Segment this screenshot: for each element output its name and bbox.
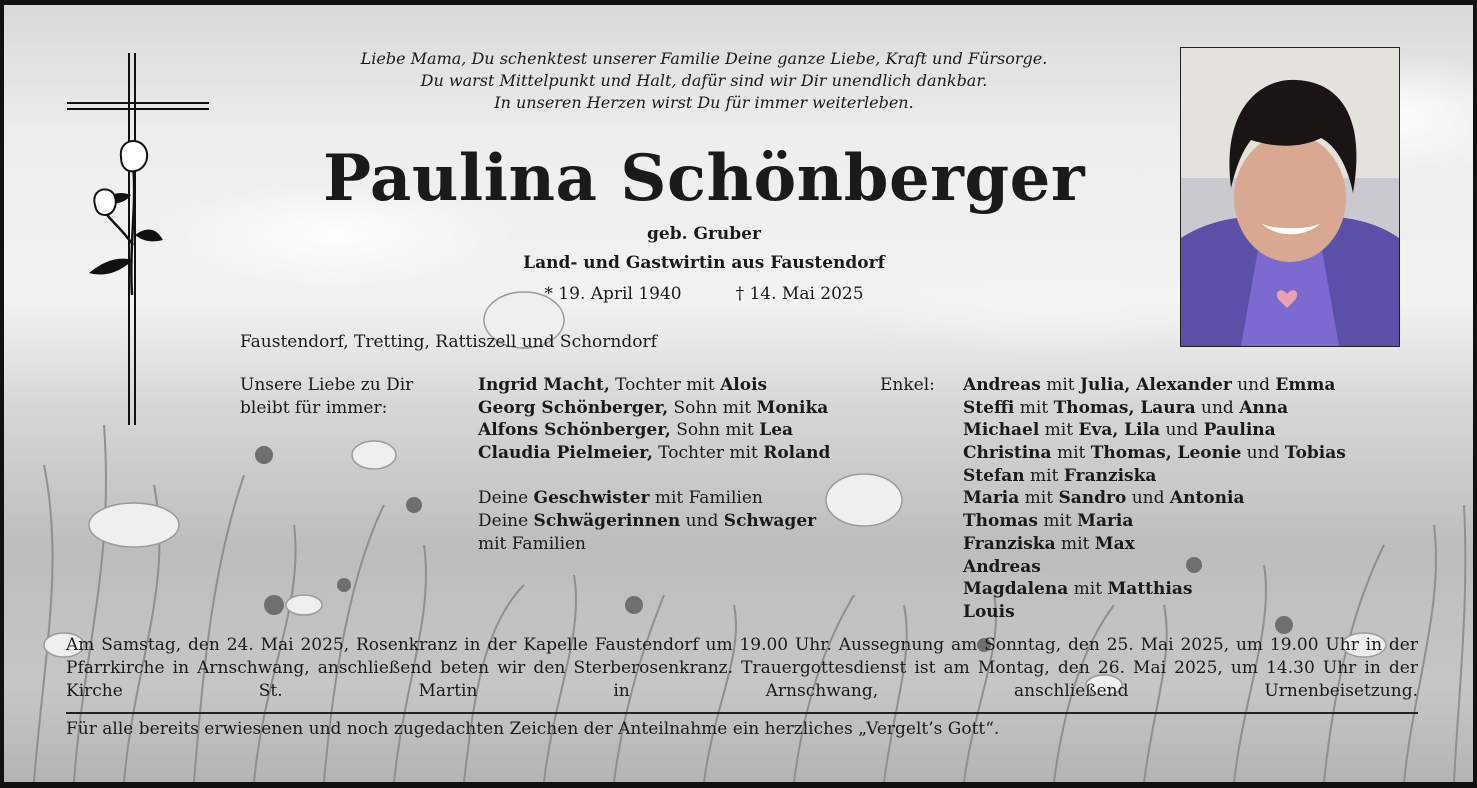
thanks-line: Für alle bereits erwiesenen und noch zugedachten Zeichen der Anteilnahme ein herzliches „Vergelt’s Gott“. [66,719,1000,739]
memorial-quote [294,48,1114,114]
grandchild-entry: Andreas [963,556,1041,577]
child-entry: Alfons Schönberger, Sohn mit Lea [478,420,794,441]
mourners-label [240,374,413,419]
mourners-label-line: Unsere Liebe zu Dir [240,375,414,395]
grandchild-entry: Andreas mit Julia, Alexander und Emma [963,375,1336,395]
grandchild-entry: Steffi mit Thomas, Laura und Anna [963,397,1289,418]
portrait-image [1181,48,1399,346]
in-laws-line: Deine Schwägerinnen und Schwager [478,511,817,532]
quote-line: In unseren Herzen wirst Du für immer weiterleben. [494,93,914,112]
grandchild-entry: Thomas mit Maria [963,511,1134,532]
grandchildren-label: Enkel: [880,375,935,395]
grandchild-entry: Louis [963,601,1015,622]
in-laws-families-line: mit Familien [478,533,587,554]
child-entry: Ingrid Macht, Tochter mit Alois [478,375,768,395]
quote-line: Liebe Mama, Du schenktest unserer Familie Deine ganze Liebe, Kraft und Fürsorge. [360,49,1048,68]
grandchild-entry: Christina mit Thomas, Leonie und Tobias [963,443,1346,464]
grandchild-entry: Michael mit Eva, Lila und Paulina [963,420,1276,441]
maiden-name: geb. Gruber [647,224,761,244]
grandchild-entry: Maria mit Sandro und Antonia [963,488,1245,509]
birth-date: * 19. April 1940 [544,284,682,304]
children-list [478,374,830,556]
siblings-line: Deine Geschwister mit Familien [478,488,763,509]
deceased-name: Paulina Schönberger [322,141,1086,216]
grandchild-entry: Stefan mit Franziska [963,465,1157,486]
portrait-photo [1180,47,1400,347]
grandchild-entry: Franziska mit Max [963,533,1135,554]
quote-line: Du warst Mittelpunkt und Halt, dafür sind wir Dir unendlich dankbar. [420,71,988,90]
occupation: Land- und Gastwirtin aus Faustendorf [523,253,885,273]
grandchildren-list [963,374,1346,624]
places: Faustendorf, Tretting, Rattiszell und Schorndorf [240,332,657,352]
child-entry: Georg Schönberger, Sohn mit Monika [478,397,829,418]
mourners-label-line: bleibt für immer: [240,397,388,418]
child-entry: Claudia Pielmeier, Tochter mit Roland [478,443,831,464]
death-date: † 14. Mai 2025 [735,284,864,304]
life-dates [404,284,1004,304]
cross-with-rose-icon [59,45,219,435]
grandchild-entry: Magdalena mit Matthias [963,579,1193,600]
funeral-info: Am Samstag, den 24. Mai 2025, Rosenkranz in der Kapelle Faustendorf um 19.00 Uhr. Aussegnung am Sonntag, den 25. Mai 2025, um 19.00 Uhr in der Pfarrkirche in Arnschwang, anschließend beten wir den Sterberosenkranz. Trauergottesdienst ist am Montag, den 26. Mai 2025, um 14.30 Uhr in der Kirche St. Martin in Arnschwang, anschließend Urnenbeisetzung. [66,635,1418,701]
divider [66,712,1418,714]
